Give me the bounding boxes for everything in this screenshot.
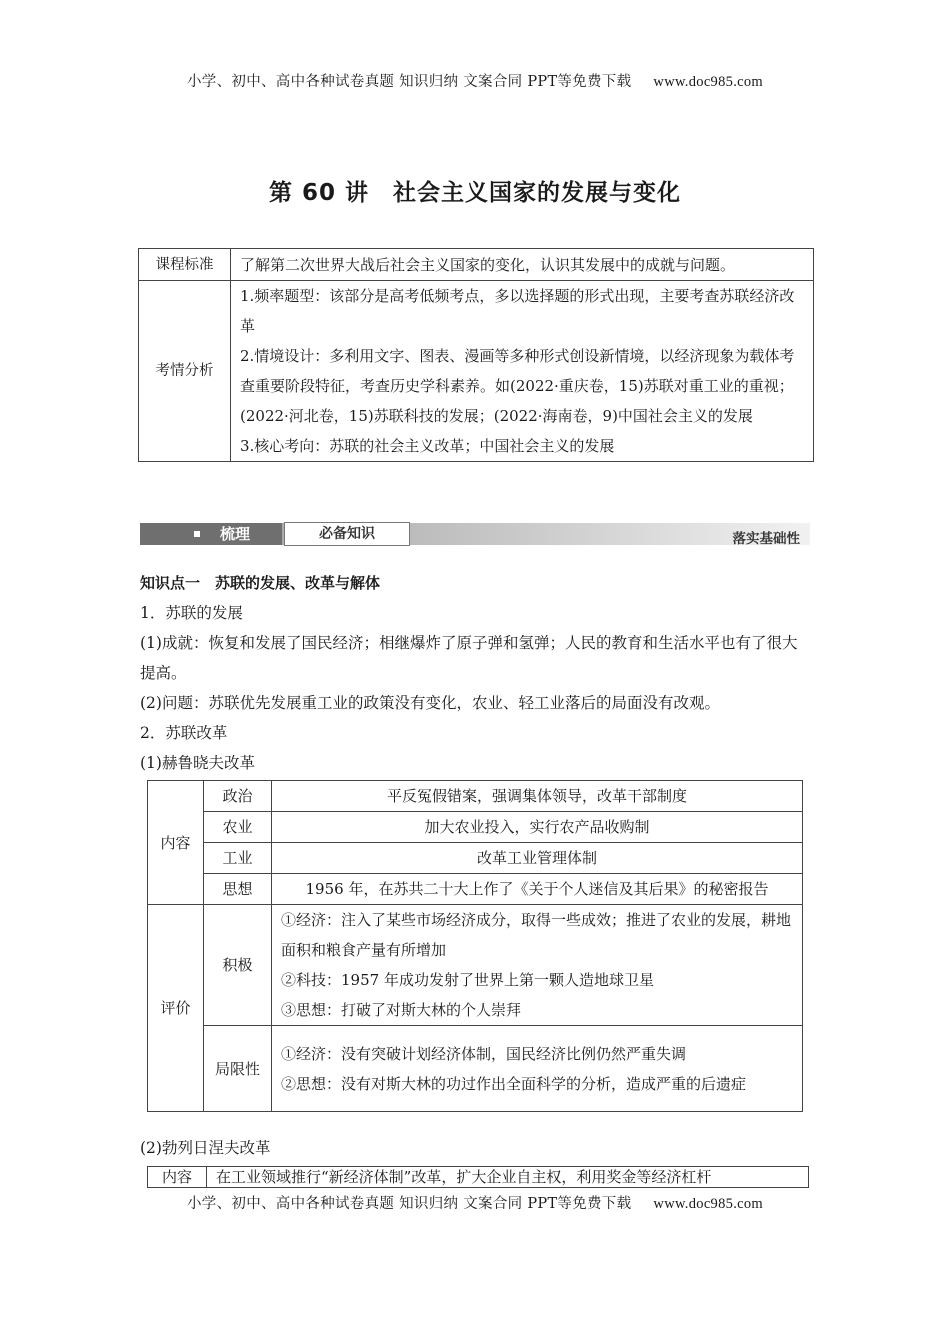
row-label: 思想 <box>204 874 272 905</box>
row-label: 政治 <box>204 781 272 812</box>
row-value: 加大农业投入，实行农产品收购制 <box>272 812 803 843</box>
standard-label: 课程标准 <box>139 249 231 281</box>
paragraph-achievements: (1)成就：恢复和发展了国民经济；相继爆炸了原子弹和氢弹；人民的教育和生活水平也有了很大提高。 <box>140 634 798 682</box>
analysis-para: 3.核心考向：苏联的社会主义改革；中国社会主义的发展 <box>240 437 615 455</box>
brezhnev-table <box>147 1166 809 1188</box>
heading-reform: 2．苏联改革 <box>140 724 228 742</box>
sub-heading-brezhnev: (2)勃列日涅夫改革 <box>140 1139 271 1157</box>
header-site[interactable]: www.doc985.com <box>653 74 763 90</box>
limit-item: ①经济：没有突破计划经济体制，国民经济比例仍然严重失调 <box>281 1044 687 1063</box>
analysis-para: 2.情境设计：多利用文字、图表、漫画等多种形式创设新情境，以经济现象为载体考查重要阶段特征，考查历史学科素养。如(2022·重庆卷，15)苏联对重工业的重视；(2022·河北卷，15)苏联科技的发展；(2022·海南卷，9)中国社会主义的发展 <box>240 347 795 425</box>
banner-tab-knowledge: 必备知识 <box>284 522 410 546</box>
overview-table <box>138 248 814 462</box>
positive-item: ②科技：1957 年成功发射了世界上第一颗人造地球卫星 <box>281 971 654 989</box>
limit-label: 局限性 <box>204 1026 272 1112</box>
row-label: 农业 <box>204 812 272 843</box>
eval-label: 评价 <box>148 905 204 1112</box>
analysis-label: 考情分析 <box>139 281 231 462</box>
section-body <box>140 568 812 778</box>
square-icon <box>194 531 200 537</box>
analysis-cell <box>231 281 814 462</box>
khrushchev-table <box>147 780 803 1112</box>
section-banner <box>140 520 810 549</box>
footer-site[interactable]: www.doc985.com <box>653 1196 763 1212</box>
row-value: 1956 年，在苏共二十大上作了《关于个人迷信及其后果》的秘密报告 <box>272 874 803 905</box>
analysis-para: 1.频率题型：该部分是高考低频考点，多以选择题的形式出现，主要考查苏联经济改革 <box>240 287 795 335</box>
positive-item: ③思想：打破了对斯大林的个人崇拜 <box>281 1001 522 1019</box>
row-value: 改革工业管理体制 <box>272 843 803 874</box>
page-title: 第 60 讲 社会主义国家的发展与变化 <box>268 180 682 206</box>
paragraph-problems: (2)问题：苏联优先发展重工业的政策没有变化，农业、轻工业落后的局面没有改观。 <box>140 694 720 712</box>
row-value: 平反冤假错案，强调集体领导，改革干部制度 <box>272 781 803 812</box>
heading-development: 1．苏联的发展 <box>140 604 243 622</box>
header-text: 小学、初中、高中各种试卷真题 知识归纳 文案合同 PPT等免费下载 <box>187 74 632 90</box>
standard-text: 了解第二次世界大战后社会主义国家的变化，认识其发展中的成就与问题。 <box>231 249 814 281</box>
sub-heading-khrushchev: (1)赫鲁晓夫改革 <box>140 754 255 772</box>
banner-tab-sort <box>140 523 282 545</box>
content-label: 内容 <box>148 781 204 905</box>
footer-text: 小学、初中、高中各种试卷真题 知识归纳 文案合同 PPT等免费下载 <box>187 1196 632 1212</box>
banner-tab-sort-label: 梳理 <box>220 525 251 543</box>
banner-right-label: 落实基础性 <box>732 531 800 547</box>
limit-cell <box>272 1026 803 1112</box>
page-footer <box>0 1192 950 1213</box>
brezhnev-content-text: 在工业领域推行“新经济体制”改革，扩大企业自主权，利用奖金等经济杠杆 <box>207 1167 809 1188</box>
brezhnev-content-label: 内容 <box>148 1167 207 1188</box>
page-header <box>0 70 950 91</box>
knowledge-point-title: 知识点一 苏联的发展、改革与解体 <box>140 574 381 592</box>
limit-item: ②思想：没有对斯大林的功过作出全面科学的分析，造成严重的后遗症 <box>281 1074 747 1093</box>
positive-cell <box>272 905 803 1026</box>
row-label: 工业 <box>204 843 272 874</box>
positive-item: ①经济：注入了某些市场经济成分，取得一些成效；推进了农业的发展，耕地面积和粮食产量有所增加 <box>281 911 792 959</box>
positive-label: 积极 <box>204 905 272 1026</box>
